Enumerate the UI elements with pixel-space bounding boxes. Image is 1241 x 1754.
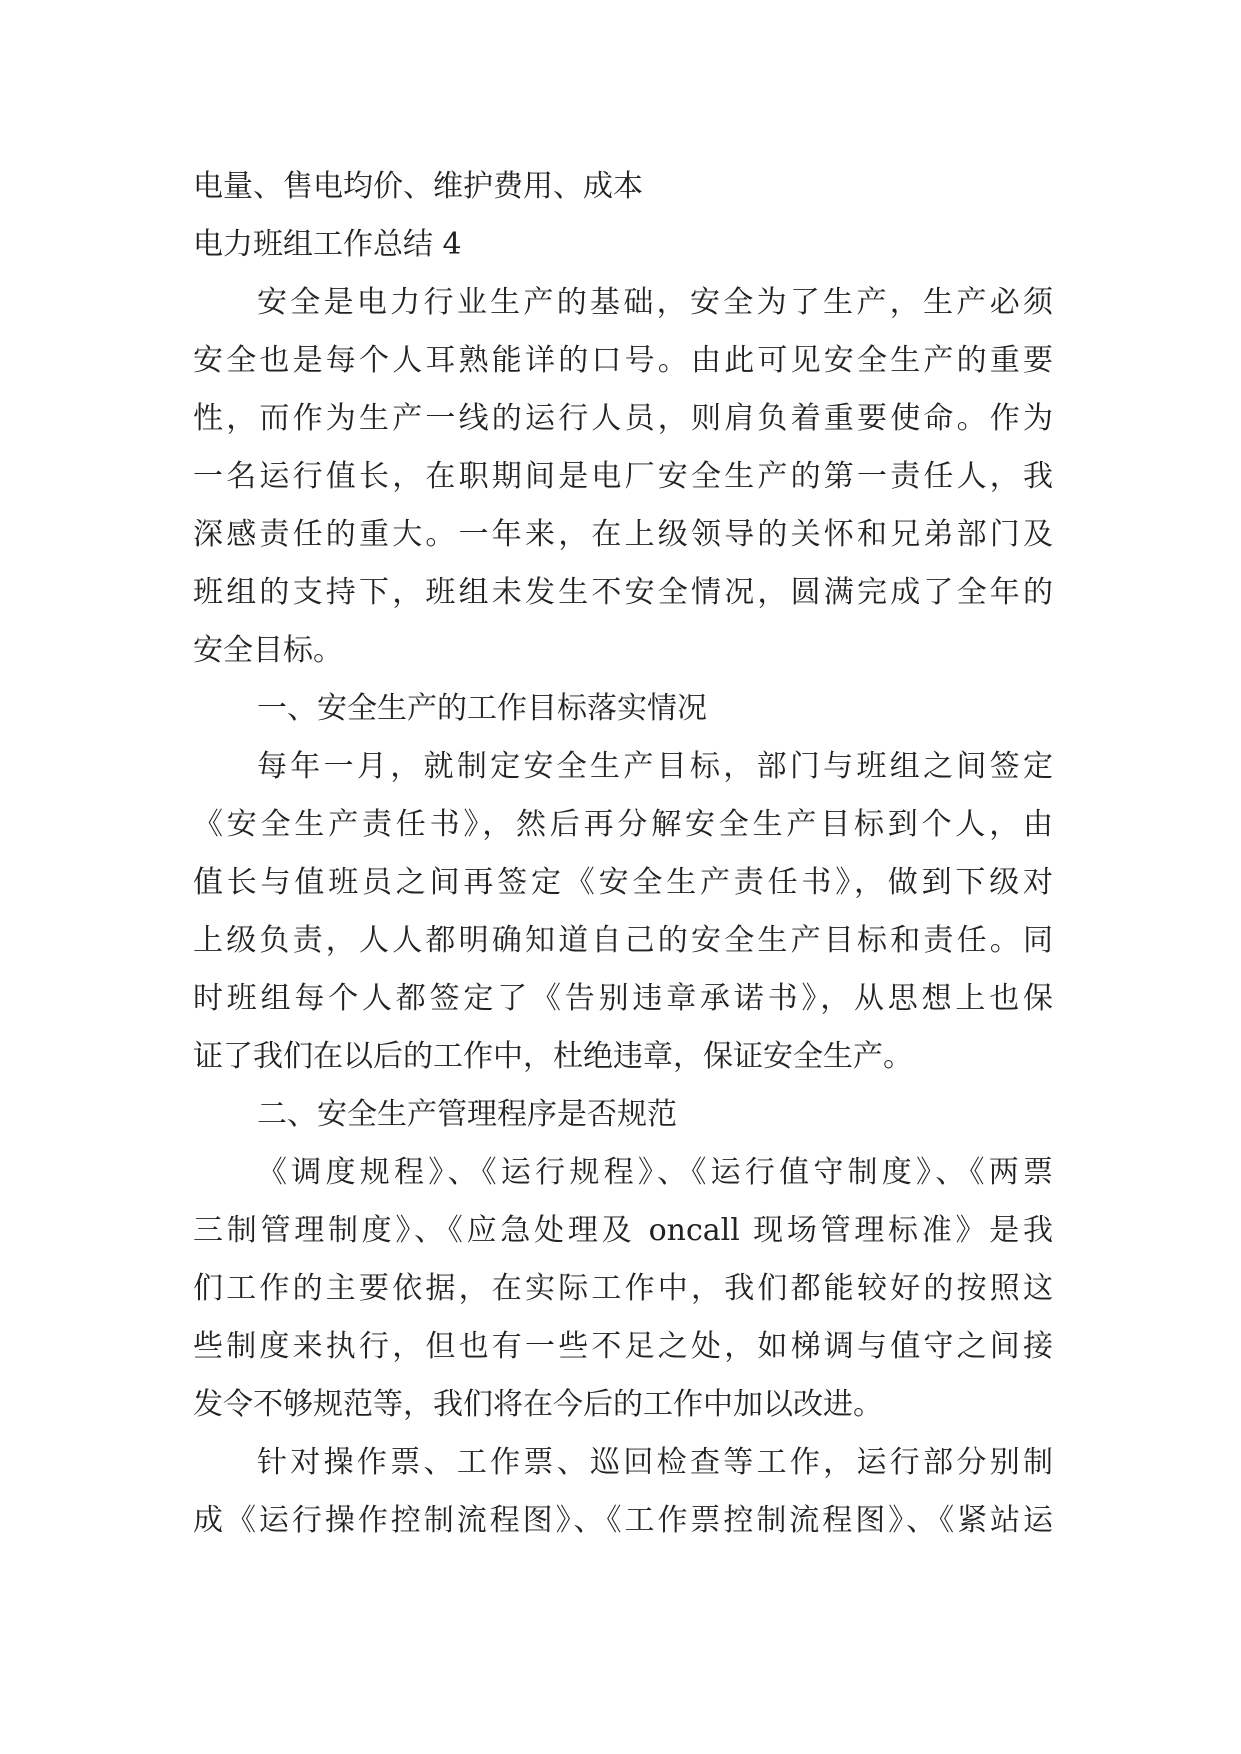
paragraph-line: 安全是电力行业生产的基础，安全为了生产，生产必须 xyxy=(257,285,1053,320)
paragraph-line: 性，而作为生产一线的运行人员，则肩负着重要使命。作为 xyxy=(193,401,1053,436)
section-title: 电力班组工作总结 4 xyxy=(193,227,462,262)
paragraph-line: 《安全生产责任书》，然后再分解安全生产目标到个人，由 xyxy=(193,807,1053,842)
paragraph-line: 每年一月，就制定安全生产目标，部门与班组之间签定 xyxy=(257,749,1053,784)
paragraph-line: 些制度来执行，但也有一些不足之处，如梯调与值守之间接 xyxy=(193,1329,1053,1364)
paragraph-line: 针对操作票、工作票、巡回检查等工作，运行部分别制 xyxy=(257,1445,1053,1480)
paragraph-line: 深感责任的重大。一年来，在上级领导的关怀和兄弟部门及 xyxy=(193,517,1053,552)
paragraph-line: 一名运行值长，在职期间是电厂安全生产的第一责任人，我 xyxy=(193,459,1053,494)
paragraph-line: 班组的支持下，班组未发生不安全情况，圆满完成了全年的 xyxy=(193,575,1053,610)
paragraph-line: 《调度规程》、《运行规程》、《运行值守制度》、《两票 xyxy=(257,1155,1053,1190)
document-body xyxy=(193,158,1053,1550)
text-line: 电量、售电均价、维护费用、成本 xyxy=(193,169,643,204)
paragraph-line: 安全目标。 xyxy=(193,633,343,668)
paragraph-line: 上级负责，人人都明确知道自己的安全生产目标和责任。同 xyxy=(193,923,1053,958)
paragraph-line: 值长与值班员之间再签定《安全生产责任书》，做到下级对 xyxy=(193,865,1053,900)
section-heading: 一、安全生产的工作目标落实情况 xyxy=(257,691,707,726)
paragraph-line: 时班组每个人都签定了《告别违章承诺书》，从思想上也保 xyxy=(193,981,1053,1016)
paragraph-line: 成《运行操作控制流程图》、《工作票控制流程图》、《紧站运 xyxy=(193,1503,1053,1538)
paragraph-line: 安全也是每个人耳熟能详的口号。由此可见安全生产的重要 xyxy=(193,343,1053,378)
section-heading: 二、安全生产管理程序是否规范 xyxy=(257,1097,677,1132)
paragraph-line: 们工作的主要依据，在实际工作中，我们都能较好的按照这 xyxy=(193,1271,1053,1306)
paragraph-line: 证了我们在以后的工作中，杜绝违章，保证安全生产。 xyxy=(193,1039,913,1074)
paragraph-line: 三制管理制度》、《应急处理及 oncall 现场管理标准》是我 xyxy=(193,1213,1053,1248)
paragraph-line: 发令不够规范等，我们将在今后的工作中加以改进。 xyxy=(193,1387,883,1422)
